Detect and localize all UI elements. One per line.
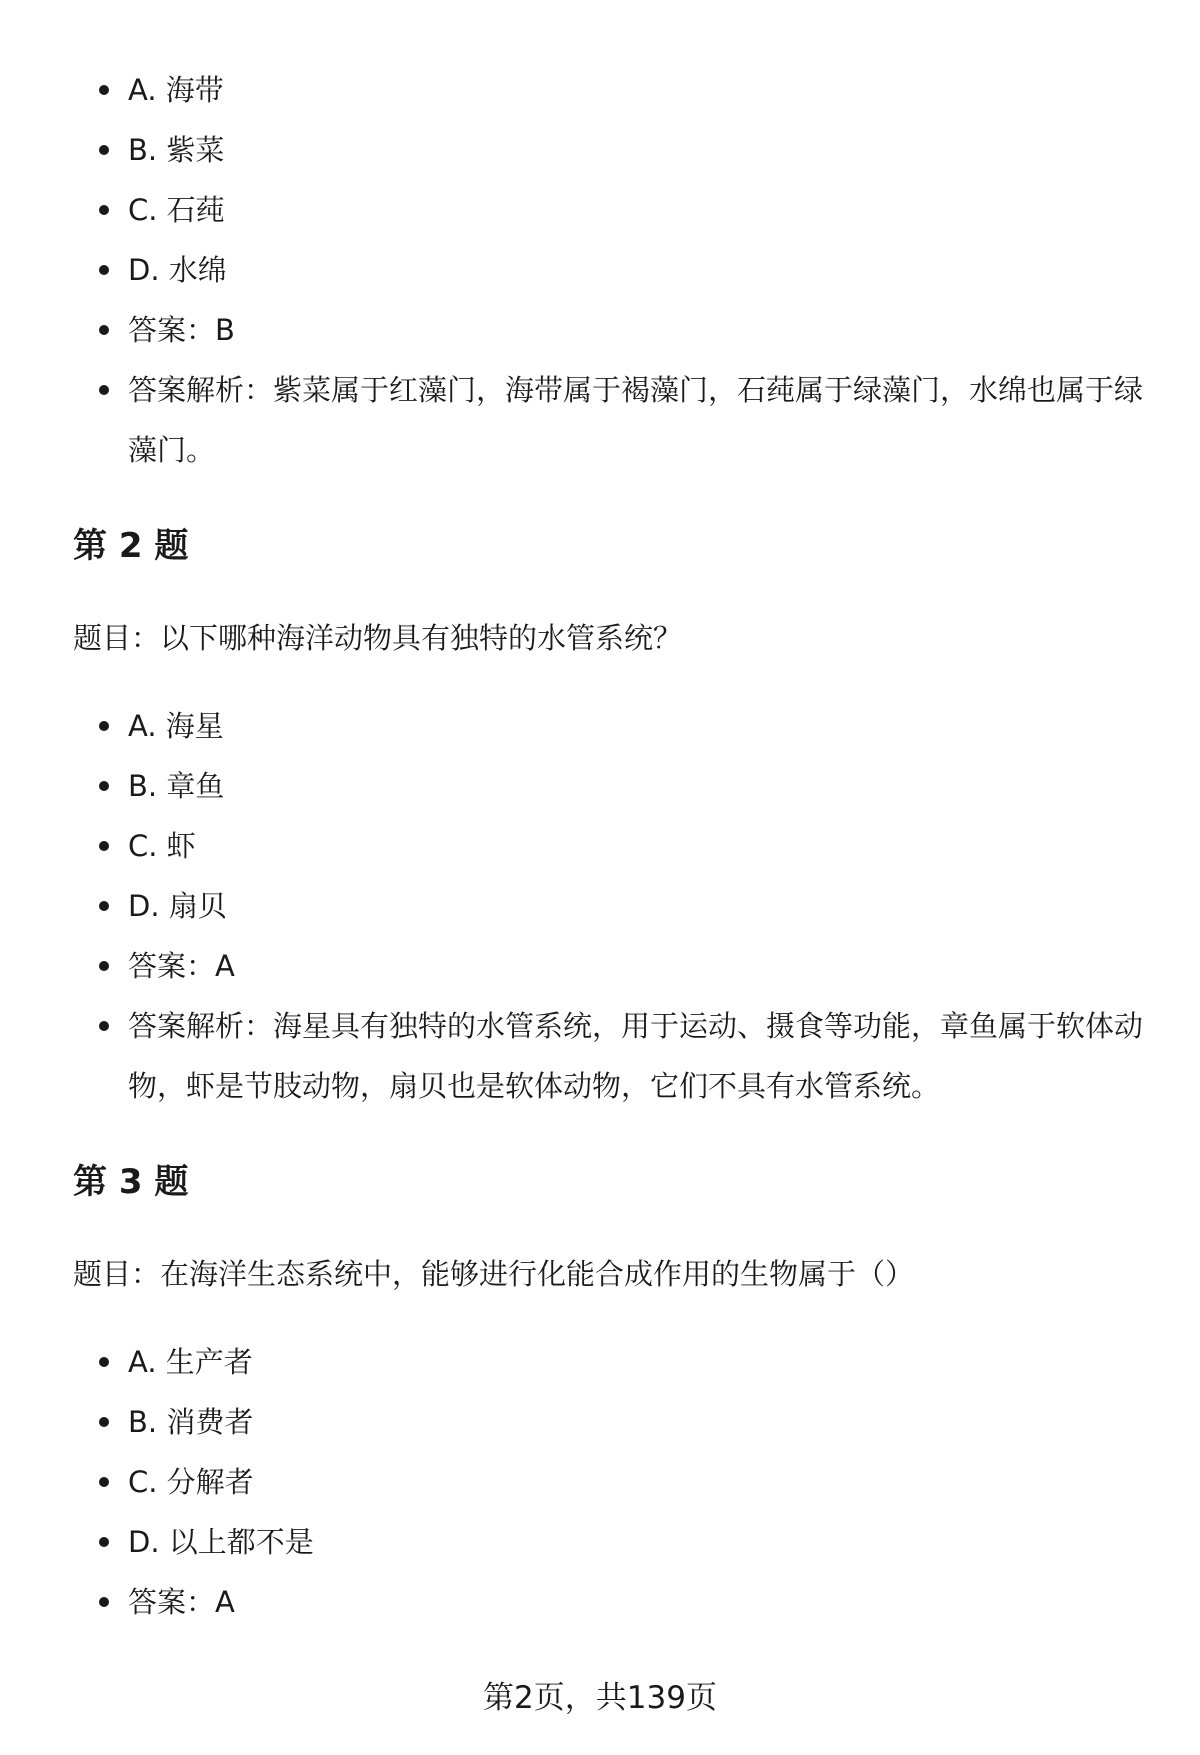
q2-title: 第 2 题 bbox=[73, 526, 189, 566]
q1-option-a: A. 海带 bbox=[73, 60, 1148, 120]
q3-options-list bbox=[73, 1332, 1148, 1632]
q1-option-b: B. 紫菜 bbox=[73, 120, 1148, 180]
q2-options-list bbox=[73, 696, 1148, 1116]
q3-option-b: B. 消费者 bbox=[73, 1392, 1148, 1452]
q3-option-c: C. 分解者 bbox=[73, 1452, 1148, 1512]
q1-explanation: 答案解析：紫菜属于红藻门，海带属于褐藻门，石莼属于绿藻门，水绵也属于绿藻门。 bbox=[73, 360, 1148, 480]
q2-explanation: 答案解析：海星具有独特的水管系统，用于运动、摄食等功能，章鱼属于软体动物，虾是节肢动物，扇贝也是软体动物，它们不具有水管系统。 bbox=[73, 996, 1148, 1116]
page-number-footer: 第2页，共139页 bbox=[483, 1680, 717, 1716]
q1-option-d: D. 水绵 bbox=[73, 240, 1148, 300]
q3-option-d: D. 以上都不是 bbox=[73, 1512, 1148, 1572]
q1-answer: 答案：B bbox=[73, 300, 1148, 360]
q3-title: 第 3 题 bbox=[73, 1162, 189, 1202]
q2-option-d: D. 扇贝 bbox=[73, 876, 1148, 936]
q1-options-list bbox=[73, 60, 1148, 480]
q3-option-a: A. 生产者 bbox=[73, 1332, 1148, 1392]
q2-option-a: A. 海星 bbox=[73, 696, 1148, 756]
q1-option-c: C. 石莼 bbox=[73, 180, 1148, 240]
q3-answer: 答案：A bbox=[73, 1572, 1148, 1632]
q2-option-b: B. 章鱼 bbox=[73, 756, 1148, 816]
q2-question: 题目：以下哪种海洋动物具有独特的水管系统？ bbox=[73, 621, 683, 655]
q3-question: 题目：在海洋生态系统中，能够进行化能合成作用的生物属于（） bbox=[73, 1257, 915, 1291]
page-content bbox=[73, 60, 1148, 1632]
q2-option-c: C. 虾 bbox=[73, 816, 1148, 876]
q2-answer: 答案：A bbox=[73, 936, 1148, 996]
